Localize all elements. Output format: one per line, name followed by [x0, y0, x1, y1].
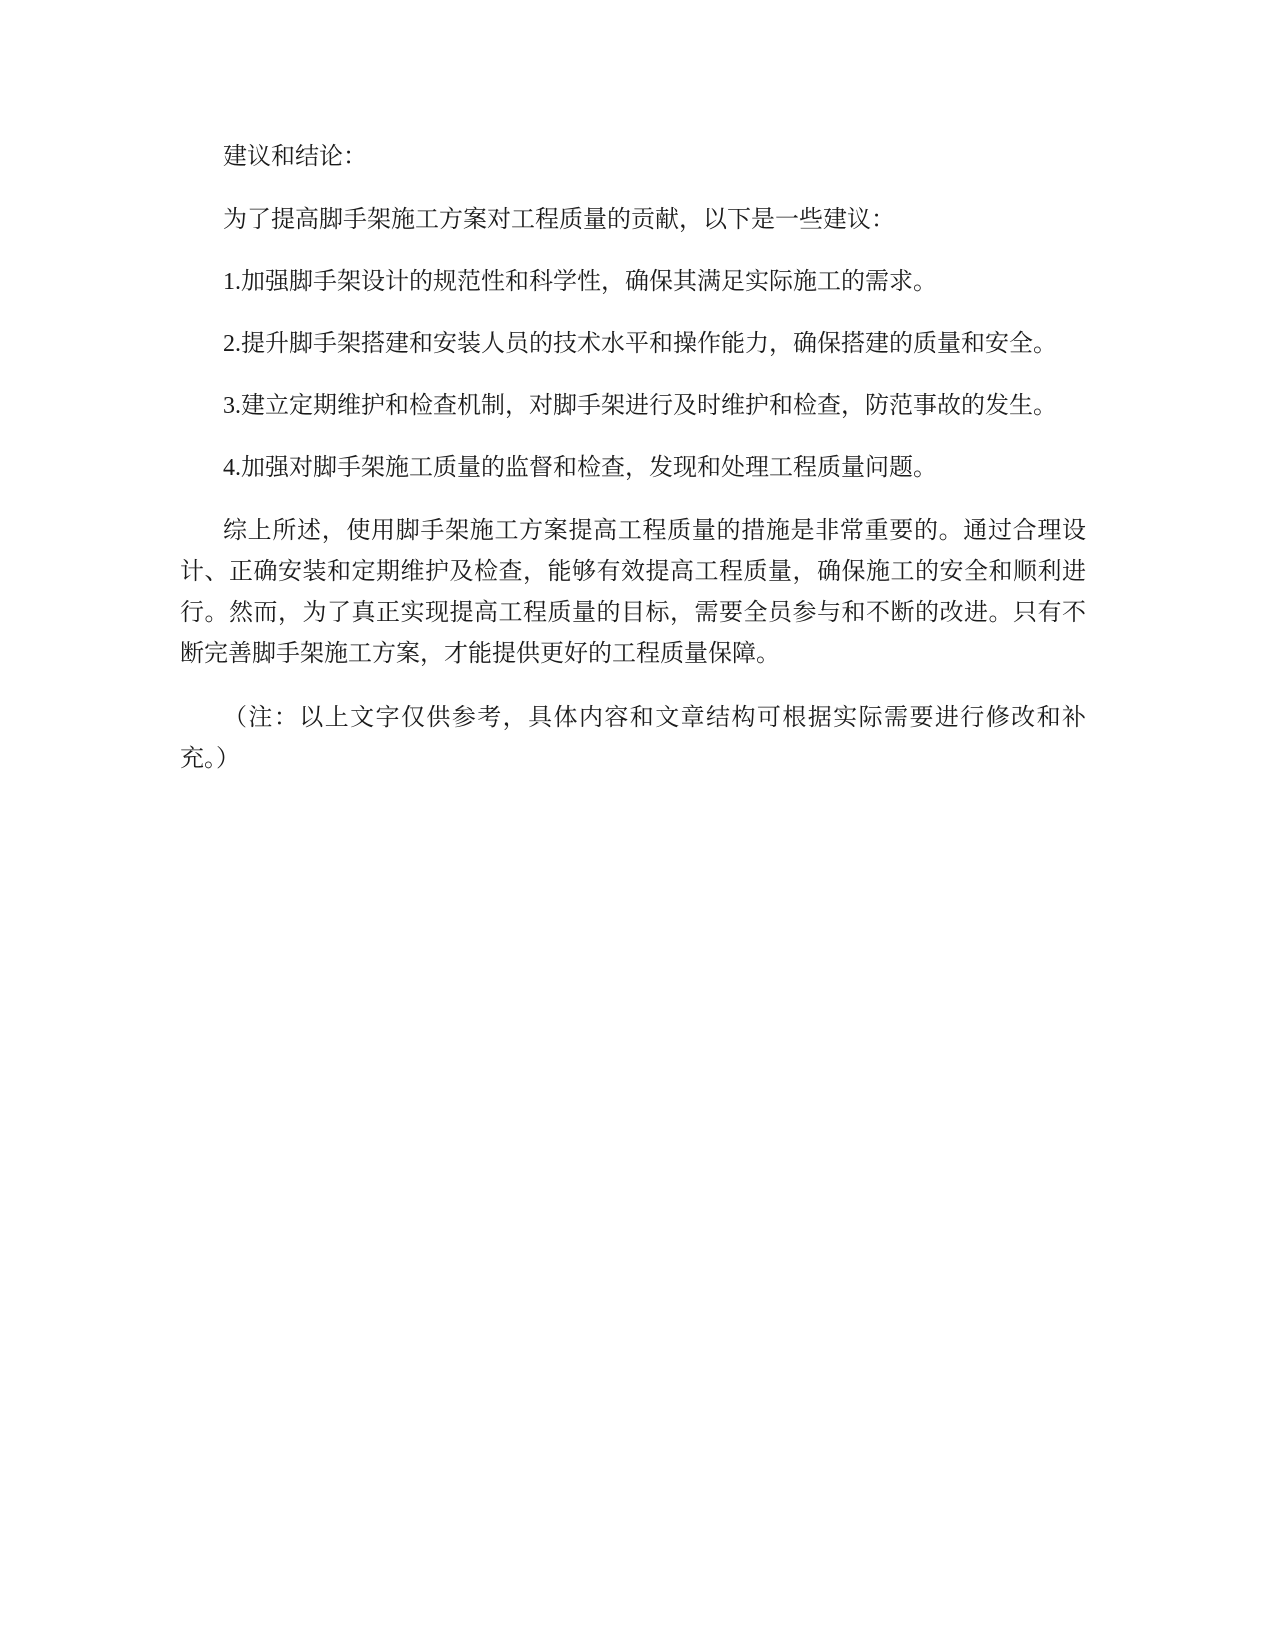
recommendation-item: 1.加强脚手架设计的规范性和科学性，确保其满足实际施工的需求。 [223, 269, 937, 295]
summary-paragraph: 综上所述，使用脚手架施工方案提高工程质量的措施是非常重要的。通过合理设计、正确安装和定期维护及检查，能够有效提高工程质量，确保施工的安全和顺利进行。然而，为了真正实现提高工程质量的目标，需要全员参与和不断的改进。只有不断完善脚手架施工方案，才能提供更好的工程质量保障。 [180, 518, 1086, 667]
recommendation-item: 3.建立定期维护和检查机制，对脚手架进行及时维护和检查，防范事故的发生。 [223, 393, 1057, 419]
document-page [180, 137, 1086, 780]
recommendation-item: 4.加强对脚手架施工质量的监督和检查，发现和处理工程质量问题。 [223, 455, 937, 481]
intro-paragraph: 为了提高脚手架施工方案对工程质量的贡献，以下是一些建议： [223, 207, 895, 233]
recommendation-item: 2.提升脚手架搭建和安装人员的技术水平和操作能力，确保搭建的质量和安全。 [223, 331, 1057, 357]
note-paragraph: （注：以上文字仅供参考，具体内容和文章结构可根据实际需要进行修改和补充。） [180, 705, 1086, 772]
section-heading: 建议和结论： [223, 144, 367, 170]
